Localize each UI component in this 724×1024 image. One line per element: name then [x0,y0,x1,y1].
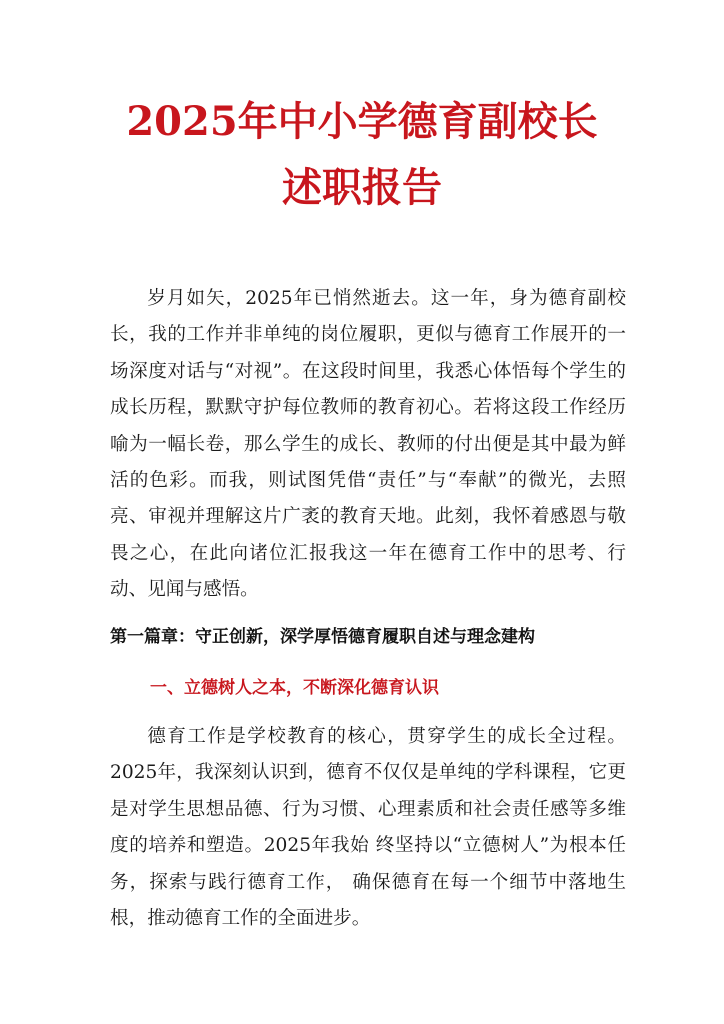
section-paragraph: 德育工作是学校教育的核心，贯穿学生的成长全过程。2025年，我深刻认识到，德育不仅仅是单纯的学科课程，它更是对学生思想品德、行为习惯、心理素质和社会责任感等多维度的培养和塑造。2025年我始 终坚持以“立德树人”为根本任务，探索与践行德育工作， 确保德育在每一个细节中落地生根，推动德育工作的全面进步。 [110,726,626,930]
chapter-heading: 第一篇章：守正创新，深学厚悟德育履职自述与理念建构 [110,627,535,647]
document-title-line2: 述职报告 [282,164,442,211]
section-heading: 一、立德树人之本，不断深化德育认识 [150,678,439,698]
document-title-line1: 2025年中小学德育副校长 [126,98,598,145]
intro-paragraph: 岁月如矢，2025年已悄然逝去。这一年，身为德育副校长，我的工作并非单纯的岗位履职，更似与德育工作展开的一场深度对话与“对视”。在这段时间里，我悉心体悟每个学生的成长历程，默默守护每位教师的教育初心。若将这段工作经历喻为一幅长卷，那么学生的成长、教师的付出便是其中最为鲜活的色彩。而我，则试图凭借“责任”与“奉献”的微光，去照亮、审视并理解这片广袤的教育天地。此刻，我怀着感恩与敬畏之心，在此向诸位汇报我这一年在德育工作中的思考、行动、见闻与感悟。 [110,288,626,601]
